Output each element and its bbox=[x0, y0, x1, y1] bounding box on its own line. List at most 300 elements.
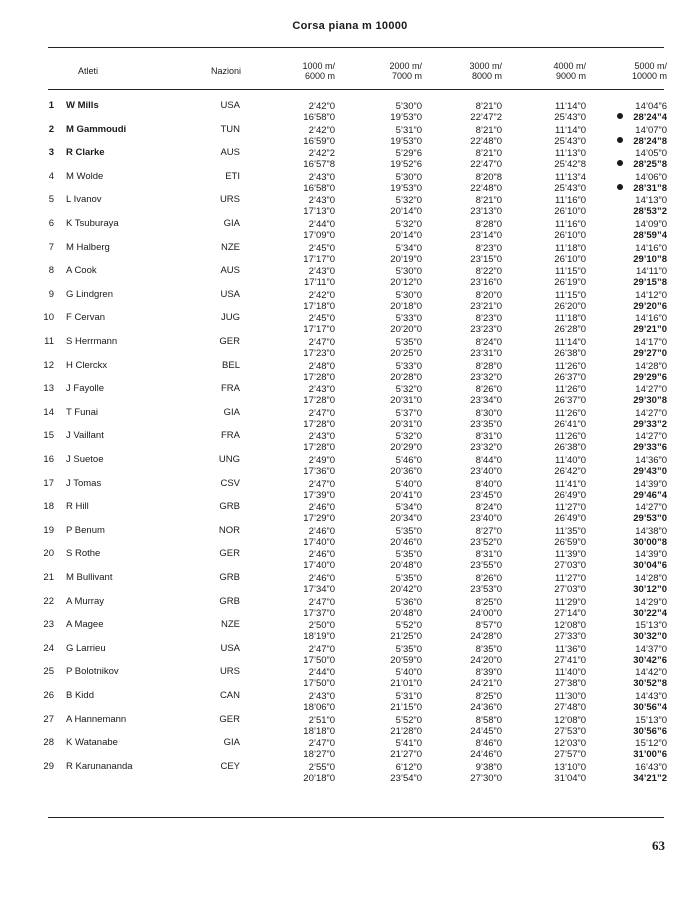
record-dot-icon bbox=[617, 113, 623, 119]
table-row bbox=[0, 358, 700, 382]
rank-cell: 25 bbox=[43, 666, 54, 678]
split-time: 20’12”0 bbox=[390, 277, 422, 289]
split-time: 5’32”0 bbox=[395, 195, 422, 207]
nation-code: GIA bbox=[223, 737, 240, 749]
split-time: 18’27”0 bbox=[303, 749, 335, 761]
final-time: 29’15”8 bbox=[633, 277, 667, 289]
split-time: 17’18”0 bbox=[303, 300, 335, 312]
split-time: 5’30”0 bbox=[395, 101, 422, 112]
split-time: 20’36”0 bbox=[390, 466, 422, 477]
header-nations: Nazioni bbox=[210, 66, 241, 76]
athlete-name: B Kidd bbox=[66, 690, 94, 701]
split-time: 5’33”0 bbox=[395, 313, 422, 325]
rank-cell: 6 bbox=[48, 218, 54, 229]
split-time: 20’42”0 bbox=[390, 584, 422, 595]
rank-cell: 26 bbox=[43, 690, 54, 701]
final-time: 30’00”8 bbox=[633, 536, 667, 548]
header-split-3-bottom: 8000 m bbox=[471, 71, 502, 81]
split-time: 26’10”0 bbox=[554, 230, 586, 241]
header-split-1-bottom: 6000 m bbox=[304, 71, 335, 81]
split-time: 14’09”0 bbox=[635, 219, 667, 230]
table-row bbox=[0, 192, 700, 216]
table-row bbox=[0, 641, 700, 665]
split-time: 22’47”0 bbox=[470, 159, 502, 171]
table-row bbox=[0, 98, 700, 122]
split-time: 2’43”0 bbox=[308, 195, 335, 207]
table-row bbox=[0, 334, 700, 358]
athlete-name: L Ivanov bbox=[66, 194, 102, 206]
split-time: 20’48”0 bbox=[390, 560, 422, 572]
nation-code: USA bbox=[220, 642, 240, 654]
split-time: 14’28”0 bbox=[635, 360, 667, 372]
final-time: 29’30”8 bbox=[633, 395, 667, 407]
final-time: 30’04”6 bbox=[633, 560, 667, 572]
split-time: 5’29”6 bbox=[395, 148, 422, 160]
split-time: 11’27”0 bbox=[555, 502, 586, 514]
table-row bbox=[0, 287, 700, 311]
athlete-name: J Fayolle bbox=[66, 383, 105, 395]
split-time: 16’58”0 bbox=[303, 112, 335, 123]
athlete-name: G Lindgren bbox=[66, 288, 114, 300]
split-time: 11’26”0 bbox=[555, 360, 586, 372]
rank-cell: 11 bbox=[44, 336, 54, 347]
split-time: 12’08”0 bbox=[554, 714, 586, 726]
split-time: 2’42”0 bbox=[308, 289, 335, 301]
nation-code: GIA bbox=[223, 218, 240, 229]
split-time: 8’39”0 bbox=[475, 667, 502, 679]
split-time: 14’29”0 bbox=[635, 596, 667, 608]
athlete-name: M Wolde bbox=[66, 170, 104, 182]
split-time: 11’26”0 bbox=[555, 384, 586, 396]
split-time: 26’37”0 bbox=[554, 371, 586, 383]
final-time: 30’56”4 bbox=[633, 702, 667, 713]
split-time: 14’16”0 bbox=[635, 242, 667, 254]
split-time: 5’30”0 bbox=[395, 171, 422, 183]
split-time: 2’47”0 bbox=[308, 738, 335, 750]
athlete-name: A Murray bbox=[66, 595, 105, 607]
header-split-3-top: 3000 m/ bbox=[469, 61, 502, 71]
nation-code: CAN bbox=[219, 690, 240, 701]
split-time: 14’42”0 bbox=[635, 667, 667, 679]
split-time: 2’44”0 bbox=[308, 219, 335, 230]
split-time: 8’26”0 bbox=[475, 384, 502, 396]
nation-code: GER bbox=[219, 548, 240, 560]
split-time: 8’25”0 bbox=[475, 596, 502, 608]
split-time: 23’14”0 bbox=[470, 230, 502, 241]
split-time: 27’48”0 bbox=[554, 702, 586, 713]
rank-cell: 16 bbox=[43, 454, 54, 465]
nation-code: JUG bbox=[221, 312, 240, 324]
split-time: 17’36”0 bbox=[303, 466, 335, 477]
split-time: 27’14”0 bbox=[554, 607, 586, 619]
split-time: 5’40”0 bbox=[395, 667, 422, 679]
split-time: 20’14”0 bbox=[390, 206, 422, 218]
rank-cell: 20 bbox=[43, 548, 54, 560]
rank-cell: 19 bbox=[43, 524, 54, 536]
split-time: 24’45”0 bbox=[470, 725, 502, 737]
split-time: 23’15”0 bbox=[470, 253, 502, 265]
table-row bbox=[0, 145, 700, 169]
split-time: 11’30”0 bbox=[555, 691, 586, 702]
table-row bbox=[0, 476, 700, 500]
split-time: 8’31”0 bbox=[475, 549, 502, 561]
split-time: 17’50”0 bbox=[303, 678, 335, 690]
split-time: 16’59”0 bbox=[303, 135, 335, 147]
split-time: 8’27”0 bbox=[475, 525, 502, 537]
record-dot-icon bbox=[617, 137, 623, 143]
nation-code: NZE bbox=[221, 619, 240, 631]
nation-code: GER bbox=[219, 713, 240, 725]
split-time: 5’35”0 bbox=[395, 525, 422, 537]
rank-cell: 18 bbox=[43, 501, 54, 513]
split-time: 5’32”0 bbox=[395, 219, 422, 230]
athlete-name: P Benum bbox=[66, 524, 105, 536]
final-time: 29’20”6 bbox=[633, 300, 667, 312]
table-row bbox=[0, 570, 700, 594]
split-time: 5’35”0 bbox=[395, 549, 422, 561]
athlete-name: S Herrmann bbox=[66, 336, 118, 347]
split-time: 20’18”0 bbox=[303, 772, 335, 784]
split-time: 8’35”0 bbox=[475, 643, 502, 655]
split-time: 17’17”0 bbox=[303, 324, 335, 336]
split-time: 27’33”0 bbox=[554, 631, 586, 643]
split-time: 14’13”0 bbox=[635, 195, 667, 207]
final-time: 30’32”0 bbox=[633, 631, 667, 643]
final-time: 29’21”0 bbox=[633, 324, 667, 336]
split-time: 27’03”0 bbox=[554, 560, 586, 572]
split-time: 11’29”0 bbox=[555, 596, 586, 608]
table-row bbox=[0, 216, 700, 240]
header-split-1-top: 1000 m/ bbox=[302, 61, 335, 71]
nation-code: AUS bbox=[220, 265, 240, 277]
split-time: 14’43”0 bbox=[635, 691, 667, 702]
split-time: 20’28”0 bbox=[390, 371, 422, 383]
split-time: 5’40”0 bbox=[395, 478, 422, 490]
table-row bbox=[0, 122, 700, 146]
split-time: 11’14”0 bbox=[555, 337, 586, 348]
final-time: 29’33”2 bbox=[633, 418, 667, 430]
split-time: 23’31”0 bbox=[470, 348, 502, 359]
final-time: 28’24”8 bbox=[633, 135, 667, 147]
split-time: 26’28”0 bbox=[554, 324, 586, 336]
split-time: 27’41”0 bbox=[554, 654, 586, 666]
split-time: 17’40”0 bbox=[303, 536, 335, 548]
nation-code: URS bbox=[219, 666, 240, 678]
split-time: 25’43”0 bbox=[554, 182, 586, 194]
nation-code: USA bbox=[220, 288, 240, 300]
split-time: 5’32”0 bbox=[395, 431, 422, 443]
split-time: 23’53”0 bbox=[470, 584, 502, 595]
split-time: 23’32”0 bbox=[470, 442, 502, 454]
split-time: 8’30”0 bbox=[475, 407, 502, 419]
split-time: 20’48”0 bbox=[390, 607, 422, 619]
table-row bbox=[0, 759, 700, 783]
split-time: 11’13”0 bbox=[555, 148, 586, 160]
rank-cell: 12 bbox=[43, 359, 54, 371]
table-row bbox=[0, 263, 700, 287]
split-time: 19’52”6 bbox=[390, 159, 422, 171]
split-time: 27’57”0 bbox=[554, 749, 586, 761]
athlete-name: M Halberg bbox=[66, 241, 110, 253]
split-time: 2’50”0 bbox=[308, 620, 335, 632]
split-time: 20’59”0 bbox=[390, 654, 422, 666]
split-time: 14’37”0 bbox=[635, 643, 667, 655]
split-time: 12’08”0 bbox=[554, 620, 586, 632]
split-time: 20’29”0 bbox=[390, 442, 422, 454]
athlete-name: R Karunananda bbox=[66, 760, 133, 772]
header-split-2-top: 2000 m/ bbox=[389, 61, 422, 71]
nation-code: GER bbox=[219, 336, 240, 347]
split-time: 2’47”0 bbox=[308, 478, 335, 490]
split-time: 5’30”0 bbox=[395, 289, 422, 301]
split-time: 14’27”0 bbox=[635, 431, 667, 443]
split-time: 19’53”0 bbox=[390, 135, 422, 147]
rank-cell: 22 bbox=[43, 595, 54, 607]
split-time: 11’26”0 bbox=[555, 407, 586, 419]
split-time: 2’46”0 bbox=[308, 502, 335, 514]
split-time: 23’16”0 bbox=[470, 277, 502, 289]
split-time: 24’20”0 bbox=[470, 654, 502, 666]
athlete-name: H Clerckx bbox=[66, 359, 108, 371]
final-time: 29’27”0 bbox=[633, 348, 667, 359]
split-time: 15’12”0 bbox=[635, 738, 667, 750]
split-time: 14’36”0 bbox=[635, 455, 667, 466]
split-time: 5’35”0 bbox=[395, 573, 422, 584]
split-time: 8’40”0 bbox=[475, 478, 502, 490]
rank-cell: 27 bbox=[43, 713, 54, 725]
page-title: Corsa piana m 10000 bbox=[292, 20, 408, 32]
final-time: 29’53”0 bbox=[633, 513, 667, 525]
table-row bbox=[0, 546, 700, 570]
split-time: 11’18”0 bbox=[555, 242, 586, 254]
athlete-name: J Vaillant bbox=[66, 430, 104, 442]
split-time: 5’36”0 bbox=[395, 596, 422, 608]
split-time: 2’43”0 bbox=[308, 266, 335, 278]
split-time: 2’47”0 bbox=[308, 643, 335, 655]
split-time: 8’58”0 bbox=[475, 714, 502, 726]
split-time: 22’48”0 bbox=[470, 182, 502, 194]
split-time: 26’38”0 bbox=[554, 348, 586, 359]
split-time: 11’40”0 bbox=[555, 455, 586, 466]
athlete-name: W Mills bbox=[66, 100, 99, 111]
split-time: 27’03”0 bbox=[554, 584, 586, 595]
split-time: 23’13”0 bbox=[470, 206, 502, 218]
athlete-name: A Hannemann bbox=[66, 713, 127, 725]
split-time: 11’18”0 bbox=[555, 313, 586, 325]
split-time: 5’32”0 bbox=[395, 384, 422, 396]
table-row bbox=[0, 688, 700, 712]
split-time: 23’23”0 bbox=[470, 324, 502, 336]
split-time: 8’31”0 bbox=[475, 431, 502, 443]
rank-cell: 4 bbox=[48, 170, 54, 182]
split-time: 14’07”0 bbox=[635, 124, 667, 136]
final-time: 30’42”6 bbox=[633, 654, 667, 666]
athlete-name: F Cervan bbox=[66, 312, 106, 324]
split-time: 17’39”0 bbox=[303, 489, 335, 501]
split-time: 2’47”0 bbox=[308, 407, 335, 419]
split-time: 11’40”0 bbox=[555, 667, 586, 679]
table-row bbox=[0, 499, 700, 523]
split-time: 20’41”0 bbox=[390, 489, 422, 501]
table-row bbox=[0, 169, 700, 193]
split-time: 5’46”0 bbox=[395, 455, 422, 466]
rank-cell: 28 bbox=[43, 737, 54, 749]
table-row bbox=[0, 617, 700, 641]
athlete-name: S Rothe bbox=[66, 548, 101, 560]
athlete-name: P Bolotnikov bbox=[66, 666, 119, 678]
rank-cell: 17 bbox=[43, 477, 54, 489]
split-time: 11’13”4 bbox=[555, 171, 586, 183]
final-time: 29’29”6 bbox=[633, 371, 667, 383]
athlete-name: K Watanabe bbox=[66, 737, 118, 749]
nation-code: TUN bbox=[220, 123, 240, 135]
split-time: 21’28”0 bbox=[390, 725, 422, 737]
split-time: 5’33”0 bbox=[395, 360, 422, 372]
record-dot-icon bbox=[617, 184, 623, 190]
split-time: 11’16”0 bbox=[555, 219, 586, 230]
split-time: 31’04”0 bbox=[554, 772, 586, 784]
athlete-name: J Suetoe bbox=[66, 454, 104, 465]
nation-code: URS bbox=[219, 194, 240, 206]
split-time: 2’46”0 bbox=[308, 573, 335, 584]
split-time: 16’43”0 bbox=[635, 761, 667, 773]
split-time: 15’13”0 bbox=[635, 714, 667, 726]
split-time: 17’37”0 bbox=[303, 607, 335, 619]
split-time: 2’42”0 bbox=[308, 124, 335, 136]
split-time: 14’05”0 bbox=[635, 148, 667, 160]
split-time: 2’43”0 bbox=[308, 691, 335, 702]
split-time: 26’20”0 bbox=[554, 300, 586, 312]
split-time: 8’21”0 bbox=[475, 148, 502, 160]
split-time: 8’21”0 bbox=[475, 101, 502, 112]
split-time: 2’47”0 bbox=[308, 596, 335, 608]
table-row bbox=[0, 664, 700, 688]
split-time: 2’43”0 bbox=[308, 384, 335, 396]
split-time: 21’01”0 bbox=[390, 678, 422, 690]
final-time: 28’31”8 bbox=[633, 182, 667, 194]
split-time: 19’53”0 bbox=[390, 112, 422, 123]
split-time: 5’34”0 bbox=[395, 502, 422, 514]
table-row bbox=[0, 310, 700, 334]
split-time: 16’58”0 bbox=[303, 182, 335, 194]
page-number: 63 bbox=[652, 838, 665, 853]
split-time: 17’28”0 bbox=[303, 418, 335, 430]
athlete-name: M Gammoudi bbox=[66, 123, 127, 135]
split-time: 20’20”0 bbox=[390, 324, 422, 336]
split-time: 8’25”0 bbox=[475, 691, 502, 702]
split-time: 23’54”0 bbox=[390, 772, 422, 784]
nation-code: BEL bbox=[222, 359, 240, 371]
athlete-name: R Hill bbox=[66, 501, 89, 513]
table-row bbox=[0, 735, 700, 759]
final-time: 30’56”6 bbox=[633, 725, 667, 737]
split-time: 24’36”0 bbox=[470, 702, 502, 713]
split-time: 8’24”0 bbox=[475, 337, 502, 348]
rank-cell: 21 bbox=[43, 572, 54, 583]
header-split-5-bottom: 10000 m bbox=[631, 71, 667, 81]
split-time: 11’27”0 bbox=[555, 573, 586, 584]
split-time: 20’31”0 bbox=[390, 418, 422, 430]
split-time: 19’53”0 bbox=[390, 182, 422, 194]
nation-code: GIA bbox=[223, 406, 240, 418]
rank-cell: 14 bbox=[43, 406, 54, 418]
split-time: 24’46”0 bbox=[470, 749, 502, 761]
split-time: 11’16”0 bbox=[555, 195, 586, 207]
split-time: 2’45”0 bbox=[308, 313, 335, 325]
split-time: 25’43”0 bbox=[554, 135, 586, 147]
split-time: 23’35”0 bbox=[470, 418, 502, 430]
split-time: 6’12”0 bbox=[395, 761, 422, 773]
final-time: 29’33”6 bbox=[633, 442, 667, 454]
split-time: 5’30”0 bbox=[395, 266, 422, 278]
nation-code: CSV bbox=[220, 477, 240, 489]
rank-cell: 29 bbox=[43, 760, 54, 772]
split-time: 23’55”0 bbox=[470, 560, 502, 572]
split-time: 23’32”0 bbox=[470, 371, 502, 383]
split-time: 8’57”0 bbox=[475, 620, 502, 632]
rank-cell: 24 bbox=[43, 642, 54, 654]
nation-code: GRB bbox=[219, 595, 240, 607]
table-row bbox=[0, 428, 700, 452]
split-time: 17’09”0 bbox=[303, 230, 335, 241]
split-time: 26’19”0 bbox=[554, 277, 586, 289]
split-time: 23’21”0 bbox=[470, 300, 502, 312]
split-time: 2’43”0 bbox=[308, 431, 335, 443]
split-time: 24’00”0 bbox=[470, 607, 502, 619]
header-split-4-top: 4000 m/ bbox=[553, 61, 586, 71]
table-row bbox=[0, 240, 700, 264]
split-time: 17’28”0 bbox=[303, 442, 335, 454]
split-time: 2’42”0 bbox=[308, 101, 335, 112]
nation-code: NZE bbox=[221, 241, 240, 253]
split-time: 20’46”0 bbox=[390, 536, 422, 548]
table-row bbox=[0, 712, 700, 736]
split-time: 11’36”0 bbox=[555, 643, 586, 655]
split-time: 8’20”8 bbox=[475, 171, 502, 183]
split-time: 14’16”0 bbox=[635, 313, 667, 325]
split-time: 22’47”2 bbox=[470, 112, 502, 123]
athlete-name: G Larrieu bbox=[66, 642, 106, 654]
split-time: 5’35”0 bbox=[395, 643, 422, 655]
rank-cell: 7 bbox=[48, 241, 54, 253]
split-time: 17’11”0 bbox=[304, 277, 335, 289]
split-time: 8’46”0 bbox=[475, 738, 502, 750]
rank-cell: 2 bbox=[48, 123, 54, 135]
athlete-name: A Cook bbox=[66, 265, 97, 277]
table-row bbox=[0, 594, 700, 618]
split-time: 12’03”0 bbox=[554, 738, 586, 750]
athlete-name: J Tomas bbox=[66, 477, 102, 489]
split-time: 20’19”0 bbox=[390, 253, 422, 265]
split-time: 2’47”0 bbox=[308, 337, 335, 348]
split-time: 5’34”0 bbox=[395, 242, 422, 254]
split-time: 17’34”0 bbox=[303, 584, 335, 595]
table-row bbox=[0, 405, 700, 429]
split-time: 26’10”0 bbox=[554, 206, 586, 218]
split-time: 14’06”0 bbox=[635, 171, 667, 183]
split-time: 11’14”0 bbox=[555, 101, 586, 112]
split-time: 23’45”0 bbox=[470, 489, 502, 501]
rank-cell: 9 bbox=[48, 288, 54, 300]
split-time: 18’18”0 bbox=[303, 725, 335, 737]
rank-cell: 15 bbox=[43, 430, 54, 442]
split-time: 11’15”0 bbox=[555, 266, 586, 278]
final-time: 34’21”2 bbox=[633, 772, 667, 784]
split-time: 21’27”0 bbox=[390, 749, 422, 761]
split-time: 23’34”0 bbox=[470, 395, 502, 407]
split-time: 8’26”0 bbox=[475, 573, 502, 584]
split-time: 17’28”0 bbox=[303, 371, 335, 383]
